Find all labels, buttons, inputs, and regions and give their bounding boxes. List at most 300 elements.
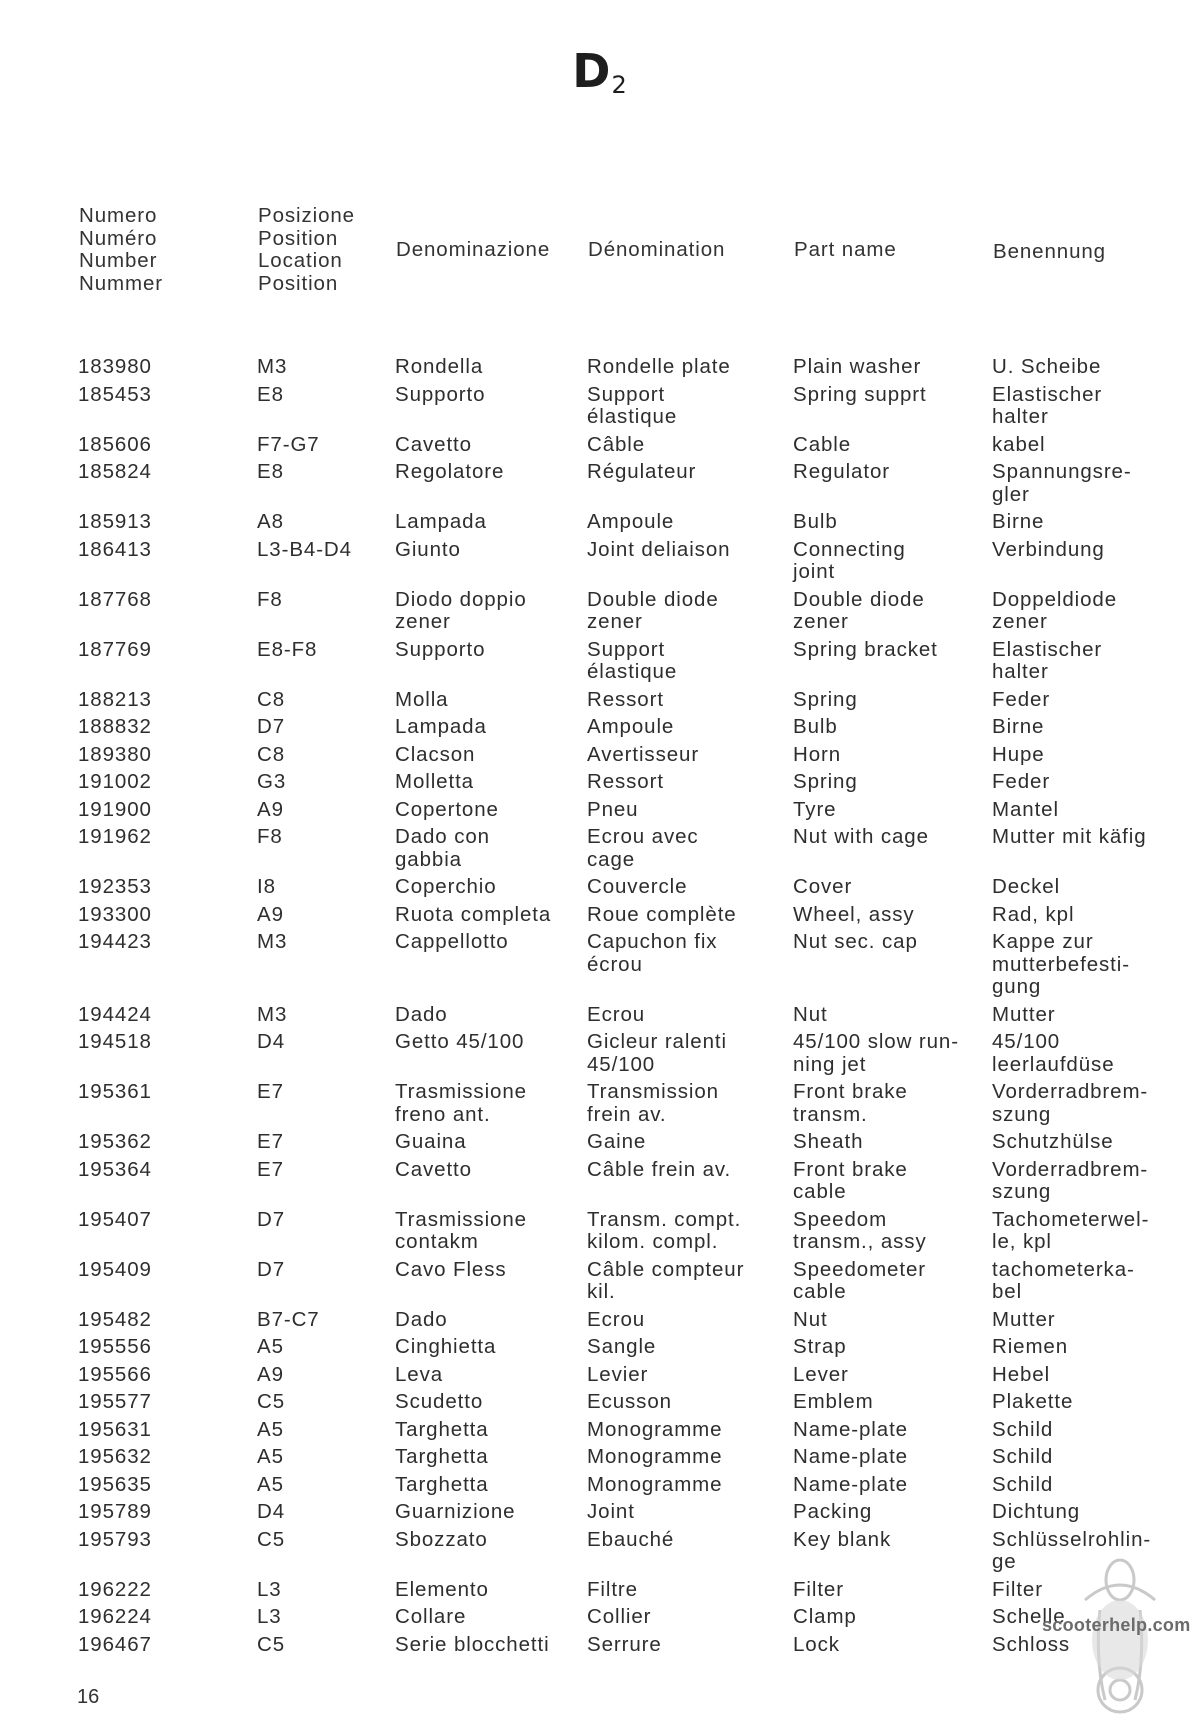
name-english-cell: Lever xyxy=(793,1362,849,1386)
name-italian-cell: Cinghietta xyxy=(395,1335,497,1358)
name-german-cell: Doppeldiode zener xyxy=(992,587,1118,633)
row-margin xyxy=(0,1419,78,1447)
row-margin xyxy=(0,1336,78,1364)
part-number-cell: 195482 xyxy=(78,1307,152,1331)
name-german-cell: Mutter xyxy=(992,1002,1056,1026)
name-italian-cell: Rondella xyxy=(395,355,484,378)
part-number-cell: 191962 xyxy=(78,825,152,848)
name-german-cell: Mutter xyxy=(992,1307,1056,1331)
name-french-cell: Double diode zener xyxy=(587,587,719,633)
name-english-cell: Tyre xyxy=(793,797,837,821)
row-margin xyxy=(0,511,78,539)
part-number-cell: 195362 xyxy=(78,1130,152,1153)
name-german-cell: kabel xyxy=(992,432,1046,456)
part-number-cell: 192353 xyxy=(78,875,152,898)
table-row xyxy=(0,1131,1182,1159)
name-german-cell: Plakette xyxy=(992,1390,1074,1413)
position-cell: A5 xyxy=(257,1445,284,1468)
part-number-cell: 195364 xyxy=(78,1157,152,1181)
row-margin xyxy=(0,461,78,511)
header-number-it: Numero xyxy=(79,204,158,227)
name-english-cell: Horn xyxy=(793,742,842,766)
name-italian-cell: Collare xyxy=(395,1605,467,1628)
part-number-cell: 196224 xyxy=(78,1605,152,1628)
table-row xyxy=(0,356,1182,384)
name-italian-cell: Scudetto xyxy=(395,1390,484,1413)
name-english-cell: Key blank xyxy=(793,1527,892,1551)
page-title xyxy=(0,44,1200,99)
row-margin xyxy=(0,1031,78,1081)
part-number-cell: 195556 xyxy=(78,1335,152,1358)
name-french-cell: Ebauché xyxy=(587,1527,675,1551)
name-italian-cell: Supporto xyxy=(395,382,486,406)
table-row xyxy=(0,1606,1182,1634)
name-french-cell: Ecusson xyxy=(587,1390,672,1413)
name-german-cell: Hebel xyxy=(992,1362,1051,1386)
parts-table-body xyxy=(0,356,1182,1661)
name-german-cell: Rad, kpl xyxy=(992,902,1075,926)
name-english-cell: Name-plate xyxy=(793,1472,908,1496)
table-row xyxy=(0,771,1182,799)
page-number: 16 xyxy=(77,1686,100,1708)
name-german-cell: Birne xyxy=(992,715,1045,738)
part-number-cell: 191002 xyxy=(78,770,152,793)
header-number-en: Number xyxy=(79,249,158,272)
name-italian-cell: Targhetta xyxy=(395,1417,489,1441)
position-cell: F8 xyxy=(257,825,283,848)
name-french-cell: Régulateur xyxy=(587,460,697,483)
table-row xyxy=(0,744,1182,772)
name-french-cell: Monogramme xyxy=(587,1472,723,1496)
name-german-cell: Mutter mit käfig xyxy=(992,825,1147,848)
part-number-cell: 196467 xyxy=(78,1632,152,1656)
table-header xyxy=(0,205,1200,295)
table-row xyxy=(0,1419,1182,1447)
header-italian: Denominazione xyxy=(396,238,551,261)
row-margin xyxy=(0,826,78,876)
position-cell: C8 xyxy=(257,742,286,766)
table-row xyxy=(0,876,1182,904)
name-french-cell: Avertisseur xyxy=(587,742,700,766)
row-margin xyxy=(0,434,78,462)
part-number-cell: 193300 xyxy=(78,902,152,926)
table-row xyxy=(0,461,1182,511)
row-margin xyxy=(0,744,78,772)
name-english-cell: Name-plate xyxy=(793,1417,908,1441)
name-french-cell: Pneu xyxy=(587,797,639,821)
name-french-cell: Levier xyxy=(587,1362,649,1386)
name-english-cell: Nut xyxy=(793,1307,828,1331)
name-german-cell: tachometerka- bel xyxy=(992,1257,1135,1303)
position-cell: A9 xyxy=(257,902,284,926)
name-italian-cell: Copertone xyxy=(395,797,499,821)
position-cell: A9 xyxy=(257,1362,284,1386)
name-english-cell: Sheath xyxy=(793,1130,864,1153)
position-cell: E7 xyxy=(257,1080,284,1103)
name-french-cell: Monogramme xyxy=(587,1445,723,1468)
name-french-cell: Joint xyxy=(587,1500,635,1523)
name-french-cell: Collier xyxy=(587,1605,652,1628)
name-german-cell: Tachometerwel- le, kpl xyxy=(992,1207,1150,1253)
position-cell: I8 xyxy=(257,875,276,898)
row-margin xyxy=(0,931,78,1004)
name-english-cell: Front brake cable xyxy=(793,1157,908,1203)
header-number-fr: Numéro xyxy=(79,226,158,250)
name-german-cell: Schild xyxy=(992,1445,1054,1468)
name-french-cell: Rondelle plate xyxy=(587,355,731,378)
row-margin xyxy=(0,1081,78,1131)
name-french-cell: Sangle xyxy=(587,1335,657,1358)
row-margin xyxy=(0,1474,78,1502)
name-italian-cell: Serie blocchetti xyxy=(395,1632,550,1656)
name-french-cell: Câble compteur kil. xyxy=(587,1257,745,1303)
position-cell: D7 xyxy=(257,1207,286,1231)
position-cell: F8 xyxy=(257,587,283,611)
name-english-cell: Emblem xyxy=(793,1390,874,1413)
header-position-it: Posizione xyxy=(258,204,355,227)
name-english-cell: Spring bracket xyxy=(793,637,938,661)
part-number-cell: 183980 xyxy=(78,355,152,378)
row-margin xyxy=(0,1309,78,1337)
position-cell: D7 xyxy=(257,1257,286,1281)
name-german-cell: Elastischer halter xyxy=(992,382,1103,428)
name-english-cell: 45/100 slow run- ning jet xyxy=(793,1030,959,1076)
table-row xyxy=(0,1529,1182,1579)
position-cell: C5 xyxy=(257,1632,286,1656)
part-number-cell: 188213 xyxy=(78,687,152,711)
name-german-cell: Feder xyxy=(992,770,1051,793)
table-row xyxy=(0,1634,1182,1662)
name-english-cell: Spring xyxy=(793,770,858,793)
name-french-cell: Transm. compt. kilom. compl. xyxy=(587,1207,742,1253)
name-english-cell: Bulb xyxy=(793,715,838,738)
part-number-cell: 194423 xyxy=(78,930,152,953)
row-margin xyxy=(0,539,78,589)
name-italian-cell: Giunto xyxy=(395,537,461,561)
name-french-cell: Ampoule xyxy=(587,510,675,533)
row-margin xyxy=(0,1364,78,1392)
row-margin xyxy=(0,1446,78,1474)
part-number-cell: 195631 xyxy=(78,1417,152,1441)
position-cell: C5 xyxy=(257,1390,286,1413)
name-german-cell: Schutzhülse xyxy=(992,1130,1114,1153)
name-italian-cell: Trasmissione freno ant. xyxy=(395,1080,527,1126)
name-german-cell: 45/100 leerlaufdüse xyxy=(992,1030,1115,1076)
position-cell: D7 xyxy=(257,715,286,738)
name-german-cell: Riemen xyxy=(992,1335,1069,1358)
title-subscript: 2 xyxy=(611,71,628,99)
name-german-cell: Elastischer halter xyxy=(992,637,1103,683)
table-row xyxy=(0,1474,1182,1502)
table-row xyxy=(0,589,1182,639)
name-italian-cell: Clacson xyxy=(395,742,476,766)
name-italian-cell: Dado xyxy=(395,1002,448,1026)
name-italian-cell: Trasmissione contakm xyxy=(395,1207,527,1253)
position-cell: E8-F8 xyxy=(257,637,318,661)
name-italian-cell: Sbozzato xyxy=(395,1527,488,1551)
position-cell: L3 xyxy=(257,1577,282,1601)
part-number-cell: 195407 xyxy=(78,1207,152,1231)
name-german-cell: Deckel xyxy=(992,875,1061,898)
position-cell: G3 xyxy=(257,770,287,793)
name-french-cell: Serrure xyxy=(587,1632,662,1656)
watermark-text: scooterhelp.com xyxy=(1042,1615,1191,1635)
position-cell: A9 xyxy=(257,797,284,821)
table-row xyxy=(0,1259,1182,1309)
name-french-cell: Joint deliaison xyxy=(587,537,731,561)
row-margin xyxy=(0,356,78,384)
part-number-cell: 191900 xyxy=(78,797,152,821)
name-german-cell: Schild xyxy=(992,1417,1054,1441)
part-number-cell: 194518 xyxy=(78,1030,152,1053)
name-french-cell: Ecrou xyxy=(587,1002,646,1026)
part-number-cell: 195789 xyxy=(78,1500,152,1523)
table-row xyxy=(0,689,1182,717)
name-italian-cell: Lampada xyxy=(395,715,487,738)
name-english-cell: Name-plate xyxy=(793,1445,908,1468)
position-cell: M3 xyxy=(257,355,288,378)
name-english-cell: Clamp xyxy=(793,1605,857,1628)
name-german-cell: Hupe xyxy=(992,742,1045,766)
name-italian-cell: Targhetta xyxy=(395,1472,489,1496)
name-italian-cell: Supporto xyxy=(395,637,486,661)
position-cell: L3-B4-D4 xyxy=(257,537,352,561)
name-italian-cell: Targhetta xyxy=(395,1445,489,1468)
row-margin xyxy=(0,1004,78,1032)
name-french-cell: Capuchon fix écrou xyxy=(587,930,718,976)
header-position-de: Position xyxy=(258,271,339,295)
row-margin xyxy=(0,689,78,717)
name-french-cell: Câble xyxy=(587,432,646,456)
name-french-cell: Transmission frein av. xyxy=(587,1080,719,1126)
row-margin xyxy=(0,639,78,689)
table-row xyxy=(0,799,1182,827)
row-margin xyxy=(0,1606,78,1634)
row-margin xyxy=(0,1159,78,1209)
table-row xyxy=(0,384,1182,434)
name-german-cell: Schild xyxy=(992,1472,1054,1496)
position-cell: C5 xyxy=(257,1527,286,1551)
part-number-cell: 195566 xyxy=(78,1362,152,1386)
name-french-cell: Monogramme xyxy=(587,1417,723,1441)
row-margin xyxy=(0,716,78,744)
name-german-cell: Filter xyxy=(992,1577,1043,1601)
part-number-cell: 188832 xyxy=(78,715,152,738)
name-italian-cell: Cavetto xyxy=(395,1157,472,1181)
table-row xyxy=(0,1446,1182,1474)
row-margin xyxy=(0,799,78,827)
part-number-cell: 196222 xyxy=(78,1577,152,1601)
name-english-cell: Regulator xyxy=(793,460,890,483)
name-german-cell: Kappe zur mutterbefesti- gung xyxy=(992,930,1130,998)
row-margin xyxy=(0,1634,78,1662)
name-italian-cell: Dado xyxy=(395,1307,448,1331)
name-english-cell: Bulb xyxy=(793,510,838,533)
row-margin xyxy=(0,904,78,932)
name-english-cell: Nut sec. cap xyxy=(793,930,918,953)
position-cell: A5 xyxy=(257,1417,284,1441)
table-row xyxy=(0,1579,1182,1607)
name-italian-cell: Cavo Fless xyxy=(395,1257,507,1281)
name-german-cell: Spannungsre- gler xyxy=(992,460,1132,506)
table-row xyxy=(0,1209,1182,1259)
name-english-cell: Speedom transm., assy xyxy=(793,1207,927,1253)
name-italian-cell: Guaina xyxy=(395,1130,467,1153)
name-italian-cell: Lampada xyxy=(395,510,487,533)
table-row xyxy=(0,511,1182,539)
name-french-cell: Ressort xyxy=(587,770,664,793)
row-margin xyxy=(0,1209,78,1259)
table-row xyxy=(0,1336,1182,1364)
name-italian-cell: Molletta xyxy=(395,770,474,793)
part-number-cell: 195577 xyxy=(78,1390,152,1413)
name-german-cell: Birne xyxy=(992,510,1045,533)
table-row xyxy=(0,639,1182,689)
part-number-cell: 185606 xyxy=(78,432,152,456)
name-english-cell: Front brake transm. xyxy=(793,1080,908,1126)
name-german-cell: Schelle xyxy=(992,1605,1066,1628)
table-row xyxy=(0,826,1182,876)
part-number-cell: 195361 xyxy=(78,1080,152,1103)
position-cell: C8 xyxy=(257,687,286,711)
name-italian-cell: Molla xyxy=(395,687,449,711)
part-number-cell: 185913 xyxy=(78,510,152,533)
table-row xyxy=(0,716,1182,744)
part-number-cell: 194424 xyxy=(78,1002,152,1026)
name-italian-cell: Regolatore xyxy=(395,460,505,483)
name-english-cell: Wheel, assy xyxy=(793,902,915,926)
table-row xyxy=(0,539,1182,589)
table-row xyxy=(0,1004,1182,1032)
part-number-cell: 195632 xyxy=(78,1445,152,1468)
name-german-cell: Vorderradbrem- szung xyxy=(992,1157,1149,1203)
header-position xyxy=(258,205,355,295)
name-english-cell: Spring xyxy=(793,687,858,711)
table-row xyxy=(0,434,1182,462)
name-italian-cell: Coperchio xyxy=(395,875,497,898)
part-number-cell: 187768 xyxy=(78,587,152,611)
name-italian-cell: Ruota completa xyxy=(395,902,552,926)
name-italian-cell: Dado con gabbia xyxy=(395,825,490,871)
header-english: Part name xyxy=(794,238,897,261)
name-french-cell: Ecrou xyxy=(587,1307,646,1331)
name-german-cell: Dichtung xyxy=(992,1500,1081,1523)
name-french-cell: Ressort xyxy=(587,687,664,711)
row-margin xyxy=(0,1259,78,1309)
row-margin xyxy=(0,1131,78,1159)
name-english-cell: Double diode zener xyxy=(793,587,925,633)
table-row xyxy=(0,1501,1182,1529)
name-english-cell: Plain washer xyxy=(793,355,922,378)
name-french-cell: Roue complète xyxy=(587,902,737,926)
row-margin xyxy=(0,771,78,799)
part-number-cell: 195793 xyxy=(78,1527,152,1551)
position-cell: A5 xyxy=(257,1472,284,1496)
name-english-cell: Packing xyxy=(793,1500,873,1523)
name-french-cell: Ampoule xyxy=(587,715,675,738)
table-row xyxy=(0,1309,1182,1337)
position-cell: E7 xyxy=(257,1157,284,1181)
position-cell: A8 xyxy=(257,510,284,533)
name-italian-cell: Getto 45/100 xyxy=(395,1030,525,1053)
position-cell: D4 xyxy=(257,1030,286,1053)
part-number-cell: 189380 xyxy=(78,742,152,766)
position-cell: D4 xyxy=(257,1500,286,1523)
position-cell: E7 xyxy=(257,1130,284,1153)
name-italian-cell: Guarnizione xyxy=(395,1500,516,1523)
name-italian-cell: Diodo doppio zener xyxy=(395,587,527,633)
name-french-cell: Gaine xyxy=(587,1130,647,1153)
part-number-cell: 187769 xyxy=(78,637,152,661)
header-french: Dénomination xyxy=(588,238,726,261)
row-margin xyxy=(0,589,78,639)
name-german-cell: Schloss xyxy=(992,1632,1071,1656)
position-cell: A5 xyxy=(257,1335,284,1358)
name-english-cell: Spring supprt xyxy=(793,382,927,406)
name-english-cell: Speedometer cable xyxy=(793,1257,926,1303)
name-english-cell: Nut xyxy=(793,1002,828,1026)
header-number-de: Nummer xyxy=(79,271,163,295)
name-english-cell: Nut with cage xyxy=(793,825,929,848)
name-french-cell: Ecrou avec cage xyxy=(587,825,699,871)
row-margin xyxy=(0,384,78,434)
part-number-cell: 195635 xyxy=(78,1472,152,1496)
name-english-cell: Strap xyxy=(793,1335,847,1358)
position-cell: F7-G7 xyxy=(257,432,320,456)
name-french-cell: Support élastique xyxy=(587,382,678,428)
name-italian-cell: Elemento xyxy=(395,1577,489,1601)
row-margin xyxy=(0,876,78,904)
name-french-cell: Couvercle xyxy=(587,875,688,898)
row-margin xyxy=(0,1529,78,1579)
name-german-cell: Mantel xyxy=(992,797,1059,821)
name-german-cell: U. Scheibe xyxy=(992,355,1102,378)
table-row xyxy=(0,1031,1182,1081)
header-position-en: Location xyxy=(258,249,343,272)
name-german-cell: Verbindung xyxy=(992,537,1105,561)
header-position-fr: Position xyxy=(258,226,339,250)
position-cell: M3 xyxy=(257,1002,288,1026)
table-row xyxy=(0,904,1182,932)
name-italian-cell: Cavetto xyxy=(395,432,472,456)
table-row xyxy=(0,1391,1182,1419)
part-number-cell: 195409 xyxy=(78,1257,152,1281)
name-french-cell: Filtre xyxy=(587,1577,638,1601)
parts-table xyxy=(0,356,1182,1661)
title-letter: D xyxy=(572,44,612,98)
name-french-cell: Câble frein av. xyxy=(587,1157,732,1181)
name-italian-cell: Cappellotto xyxy=(395,930,509,953)
part-number-cell: 185824 xyxy=(78,460,152,483)
name-english-cell: Cable xyxy=(793,432,852,456)
name-english-cell: Connecting joint xyxy=(793,537,906,583)
header-number xyxy=(79,205,163,295)
position-cell: L3 xyxy=(257,1605,282,1628)
position-cell: E8 xyxy=(257,460,284,483)
header-german: Benennung xyxy=(993,240,1106,263)
name-italian-cell: Leva xyxy=(395,1362,444,1386)
name-french-cell: Support élastique xyxy=(587,637,678,683)
position-cell: E8 xyxy=(257,382,284,406)
name-german-cell: Vorderradbrem- szung xyxy=(992,1080,1149,1126)
table-row xyxy=(0,1364,1182,1392)
table-row xyxy=(0,1159,1182,1209)
name-english-cell: Lock xyxy=(793,1632,840,1656)
row-margin xyxy=(0,1501,78,1529)
position-cell: B7-C7 xyxy=(257,1307,320,1331)
part-number-cell: 185453 xyxy=(78,382,152,406)
name-french-cell: Gicleur ralenti 45/100 xyxy=(587,1030,727,1076)
